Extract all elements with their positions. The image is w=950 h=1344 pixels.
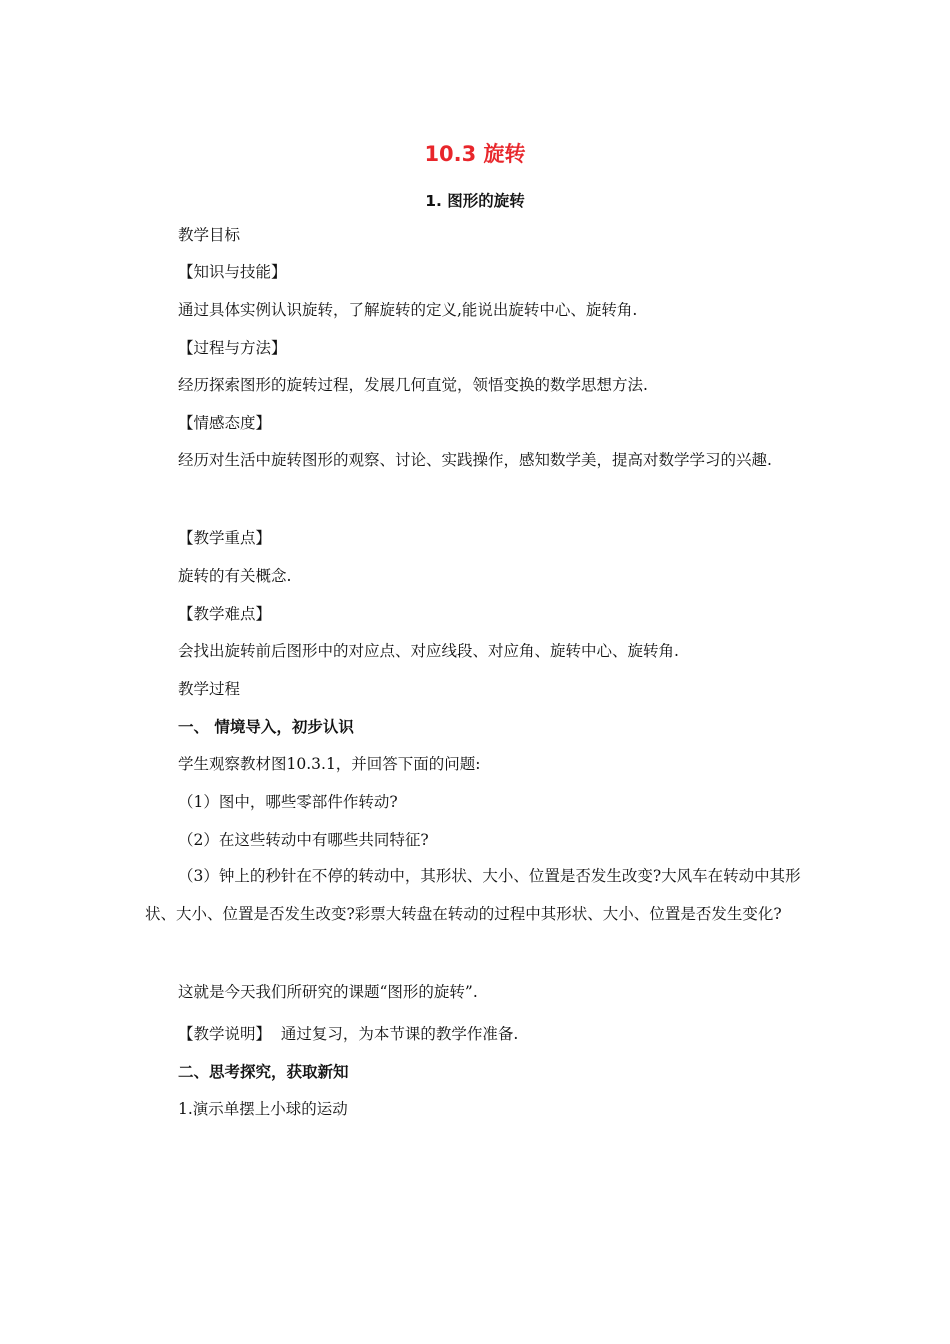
document-title: 10.3 旋转 <box>424 142 526 166</box>
question-1: （1）图中，哪些零部件作转动? <box>178 793 398 811</box>
teaching-process-label: 教学过程 <box>178 680 241 698</box>
emotion-heading: 【情感态度】 <box>178 414 272 432</box>
topic-line: 这就是今天我们所研究的课题“图形的旋转”. <box>178 983 478 1001</box>
teaching-note <box>178 1023 518 1045</box>
difficulty-text: 会找出旋转前后图形中的对应点、对应线段、对应角、旋转中心、旋转角. <box>178 642 679 660</box>
process-text: 经历探索图形的旋转过程，发展几何直觉，领悟变换的数学思想方法. <box>178 376 648 394</box>
emotion-text: 经历对生活中旋转图形的观察、讨论、实践操作，感知数学美，提高对数学学习的兴趣. <box>178 451 772 469</box>
question-2: （2）在这些转动中有哪些共同特征? <box>178 831 429 849</box>
teaching-note-heading: 【教学说明】 <box>178 1025 272 1043</box>
section2-heading: 二、思考探究，获取新知 <box>178 1063 349 1081</box>
key-text: 旋转的有关概念. <box>178 567 292 585</box>
question-3: （3）钟上的秒针在不停的转动中，其形状、大小、位置是否发生改变?大风车在转动中其形状、大小、位置是否发生改变?彩票大转盘在转动的过程中其形状、大小、位置是否发生变化? <box>145 867 801 923</box>
knowledge-text: 通过具体实例认识旋转，了解旋转的定义,能说出旋转中心、旋转角. <box>178 301 638 319</box>
section1-heading: 一、 情境导入，初步认识 <box>178 718 354 736</box>
process-heading: 【过程与方法】 <box>178 339 287 357</box>
teaching-goals-label: 教学目标 <box>178 226 241 244</box>
difficulty-heading: 【教学难点】 <box>178 605 272 623</box>
knowledge-heading: 【知识与技能】 <box>178 263 287 281</box>
teaching-note-text: 通过复习，为本节课的教学作准备. <box>271 1025 519 1043</box>
item-1: 1.演示单摆上小球的运动 <box>178 1100 348 1118</box>
section-subtitle: 1. 图形的旋转 <box>425 192 525 210</box>
section1-intro: 学生观察教材图10.3.1，并回答下面的问题: <box>178 755 481 773</box>
key-heading: 【教学重点】 <box>178 529 272 547</box>
